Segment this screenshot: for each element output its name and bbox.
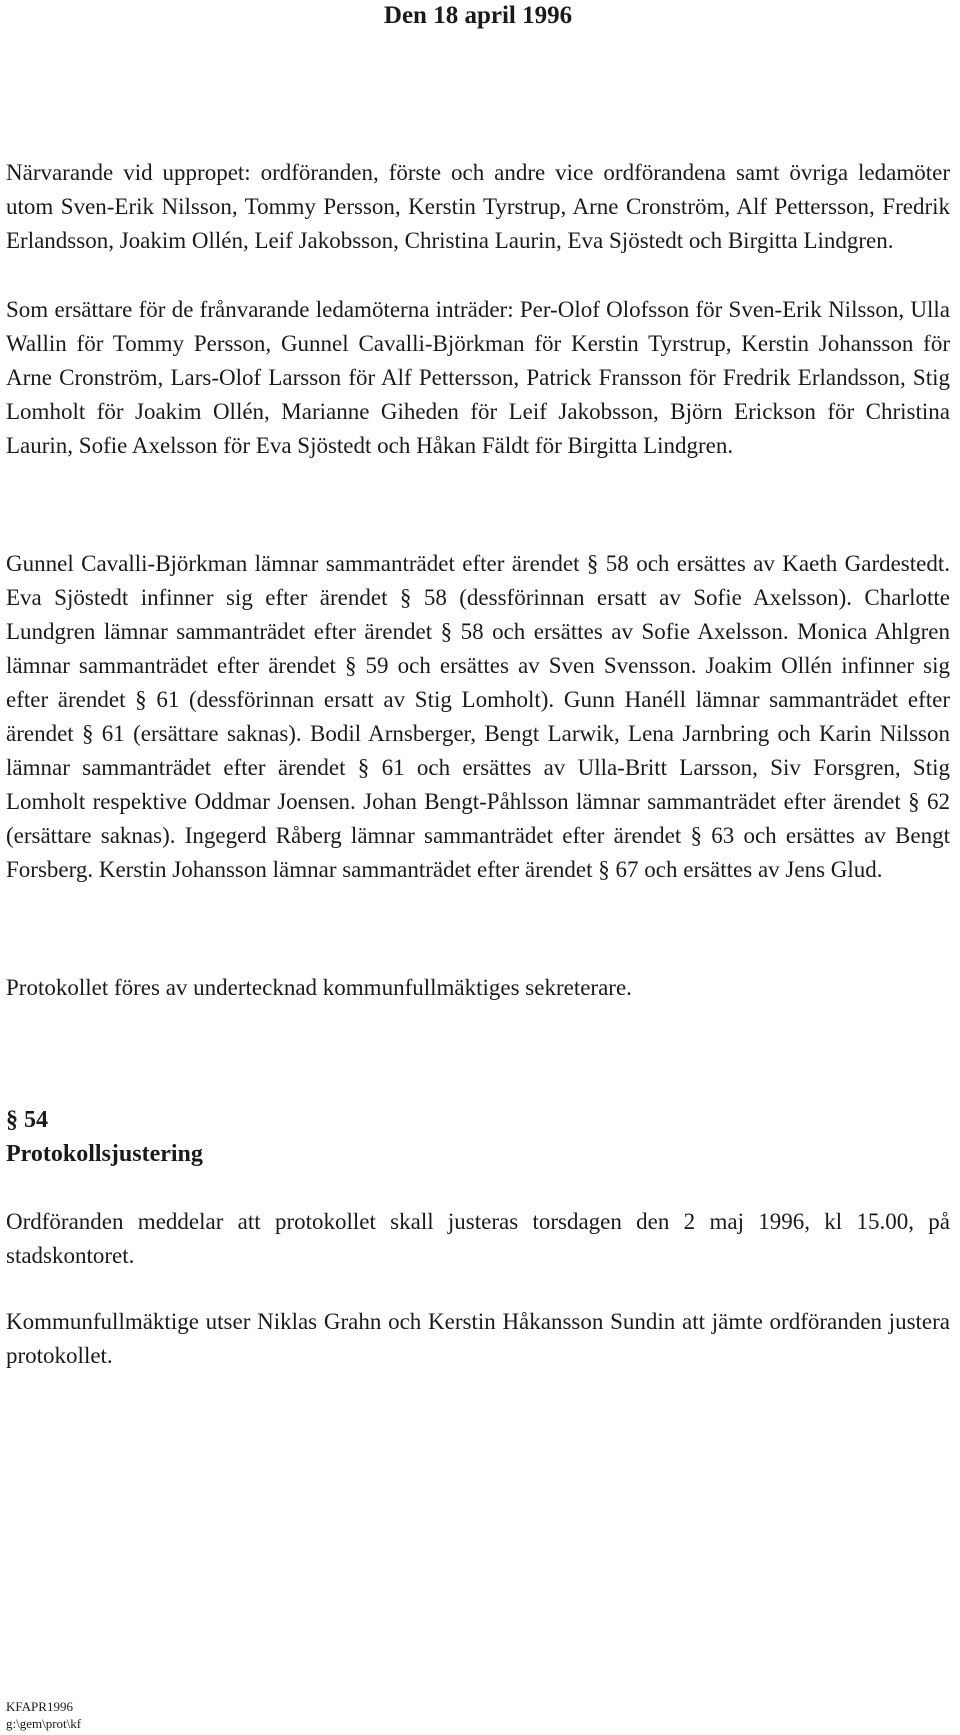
document-page: [6, 0, 950, 1735]
substitutes-paragraph: Som ersättare för de frånvarande ledamöterna inträder: Per-Olof Olofsson för Sven-Erik Nilsson, Ulla Wallin för Tommy Persson, Gunnel Cavalli-Björkman för Kerstin Tyrstrup, Kerstin Johansson för Arne Cronström, Lars-Olof Larsson för Alf Pettersson, Patrick Fransson för Fredrik Erlandsson, Stig Lomholt för Joakim Ollén, Marianne Giheden för Leif Jakobsson, Björn Erickson för Christina Laurin, Sofie Axelsson för Eva Sjöstedt och Håkan Fäldt för Birgitta Lindgren.: [6, 297, 950, 458]
section-title: Protokollsjustering: [6, 1141, 203, 1167]
footer-file-path: g:\gem\prot\kf: [6, 1716, 82, 1731]
attendance-paragraph: Närvarande vid uppropet: ordföranden, förste och andre vice ordförandena samt övriga ledamöter utom Sven-Erik Nilsson, Tommy Persson, Kerstin Tyrstrup, Arne Cronström, Alf Pettersson, Fredrik Erlandsson, Joakim Ollén, Leif Jakobsson, Christina Laurin, Eva Sjöstedt och Birgitta Lindgren.: [6, 160, 950, 253]
section-number: § 54: [6, 1107, 48, 1133]
changes-paragraph: Gunnel Cavalli-Björkman lämnar sammanträdet efter ärendet § 58 och ersättes av Kaeth Gardestedt. Eva Sjöstedt infinner sig efter ärendet § 58 (dessförinnan ersatt av Sofie Axelsson). Charlotte Lundgren lämnar sammanträdet efter ärendet § 58 och ersättes av Sofie Axelsson. Monica Ahlgren lämnar sammanträdet efter ärendet § 59 och ersättes av Sven Svensson. Joakim Ollén infinner sig efter ärendet § 61 (dessförinnan ersatt av Stig Lomholt). Gunn Hanéll lämnar sammanträdet efter ärendet § 61 (ersättare saknas). Bodil Arnsberger, Bengt Larwik, Lena Jarnbring och Karin Nilsson lämnar sammanträdet efter ärendet § 61 och ersättes av Ulla-Britt Larsson, Siv Forsgren, Stig Lomholt respektive Oddmar Joensen. Johan Bengt-Påhlsson lämnar sammanträdet efter ärendet § 62 (ersättare saknas). Ingegerd Råberg lämnar sammanträdet efter ärendet § 63 och ersättes av Bengt Forsberg. Kerstin Johansson lämnar sammanträdet efter ärendet § 67 och ersättes av Jens Glud.: [6, 551, 950, 882]
section-paragraph-adjusters: Kommunfullmäktige utser Niklas Grahn och Kerstin Håkansson Sundin att jämte ordföranden justera protokollet.: [6, 1309, 950, 1368]
footer-document-code: KFAPR1996: [6, 1699, 73, 1714]
document-date-heading: Den 18 april 1996: [383, 2, 573, 29]
section-paragraph-schedule: Ordföranden meddelar att protokollet skall justeras torsdagen den 2 maj 1996, kl 15.00, på stadskontoret.: [6, 1209, 950, 1268]
secretary-paragraph: Protokollet föres av undertecknad kommunfullmäktiges sekreterare.: [6, 975, 632, 1000]
